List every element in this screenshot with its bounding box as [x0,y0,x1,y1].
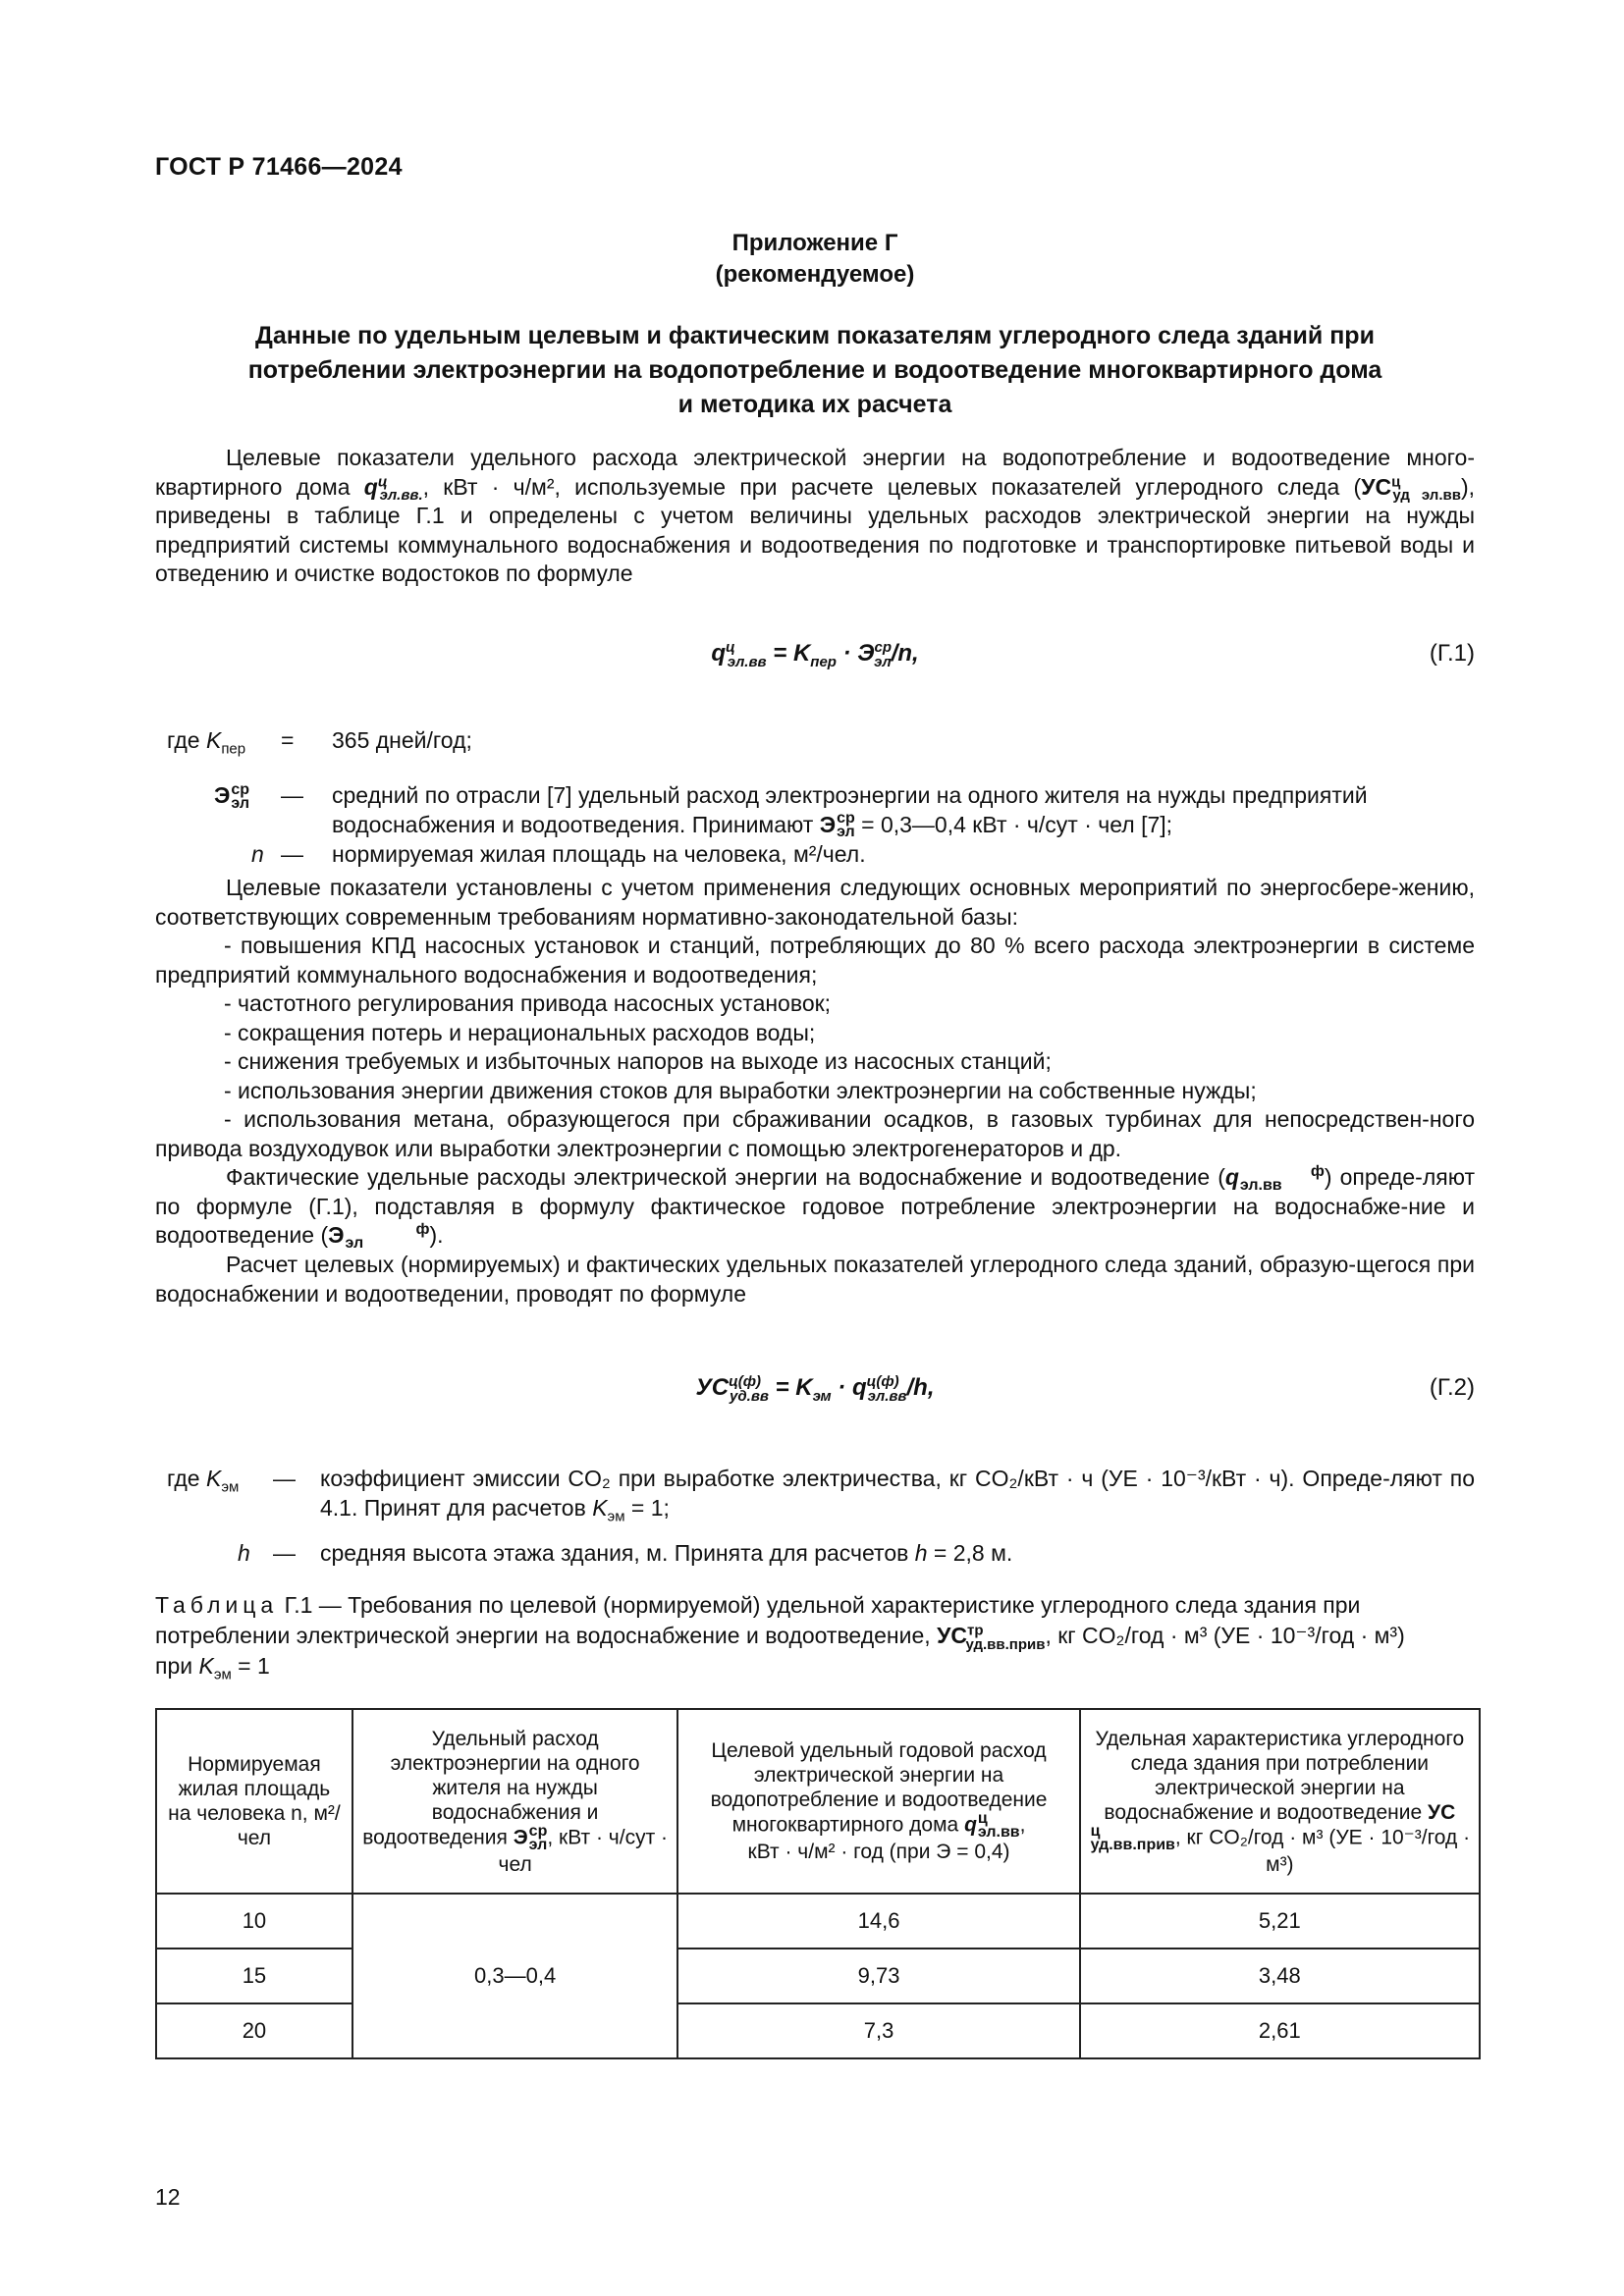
col-header-energy: Удельный расход электроэнергии на одного жителя на нужды водоснабжения и водоотведения Эср эл, кВт · ч/сут · чел [352,1709,678,1894]
table-header-row [156,1709,1480,1894]
list-item: - частотного регулирования привода насосных установок; [224,990,832,1016]
cell-target: 14,6 [677,1894,1079,1949]
document-header: ГОСТ Р 71466—2024 [155,153,403,181]
where2-k-dash: — [273,1466,296,1491]
formula-g2 [155,1374,1475,1414]
col-header-carbon: Удельная характеристика углеродного следа здания при потреблении электрической энергии на водоснабжение и водоотведение УСц уд.вв.прив, кг CO₂/год · м³ (УЕ · 10⁻³/год · м³) [1080,1709,1480,1894]
cell-target: 9,73 [677,1949,1079,2003]
where2-k-text: коэффициент эмиссии CO₂ при выработке электричества, кг CO₂/кВт · ч (УЕ · 10⁻³/кВт · ч). Опреде-ляют по 4.1. Принят для расчетов $K_{эм} = 1$; [320,1466,1475,1525]
where2-h-dash: — [273,1540,296,1566]
where1-e-symbol: Эср эл [214,780,250,812]
where2-k: где $K_{эм}$ [167,1466,240,1496]
measures-intro: Целевые показатели установлены с учетом применения следующих основных мероприятий по энергосбере-жению, соответствующих современным требованиям нормативно-законодательной базы: [155,875,1475,930]
formula-g1-number: (Г.1) [1429,640,1475,667]
actual-paragraph: Фактические удельные расходы электрической энергии на водоснабжение и водоотведение (q ф эл.вв ) опреде-ляют по формуле (Г.1), подставляя в формулу фактическое годовое потребление электроэнергии на водоснабже-ние и водоотведение (Э ф эл ). [155,1162,1475,1253]
list-item: - использования энергии движения стоков для выработки электроэнергии на собственные нужды; [224,1077,1257,1103]
measures-block [155,874,1475,1308]
where1-n-text: нормируемая жилая площадь на человека, м²/чел. [332,841,866,867]
col-header-target: Целевой удельный годовой расход электрической энергии на водопотребление и водоотведение многоквартирного дома qц эл.вв, кВт · ч/м² · год (при Э = 0,4) [677,1709,1079,1894]
intro-text-b: , кВт · ч/м², используемые при расчете целевых показателей углеродного следа ( [422,473,1362,500]
list-item: - снижения требуемых и избыточных напоров на выходе из насосных станций; [224,1048,1052,1074]
cell-area: 10 [156,1894,352,1949]
list-item: - использования метана, образующегося при сбраживании осадков, в газовых турбинах для непосредствен-ного привода воздуходувок или выработки электроэнергии с помощью электрогенераторов и др. [155,1106,1475,1161]
formula-g1 [155,640,1475,679]
title-line-1: Данные по удельным целевым и фактическим показателям углеродного следа зданий при [255,322,1375,349]
where1-e-text: средний по отрасли [7] удельный расход электроэнергии на одного жителя на нужды предприятий водоснабжения и водоотведения. Принимают Эср эл = 0,3—0,4 кВт · ч/сут · чел [7]; [332,782,1368,841]
cell-target: 7,3 [677,2003,1079,2058]
measures-list [155,932,1475,1163]
where1-n-symbol: n [251,841,264,867]
table-row [156,1894,1480,1949]
where1-e-dash: — [281,782,303,808]
calc-paragraph: Расчет целевых (нормируемых) и фактических удельных показателей углеродного следа зданий, образую-щегося при водоснабжении и водоотведении, проводят по формуле [155,1252,1475,1307]
where2-h-symbol: h [238,1540,250,1566]
symbol-us-target: $УС^ц_{уд эл.вв}$ [1361,472,1461,505]
data-table [155,1708,1481,2059]
title-line-2: потреблении электроэнергии на водопотребление и водоотведение многоквартирного дома [247,356,1382,384]
where1-n-dash: — [281,841,303,867]
annex-status: (рекомендуемое) [715,261,915,288]
cell-energy: 0,3—0,4 [352,1894,678,2058]
formula-g1-expression: $q^ц_{эл.вв} = K_{пер} \cdot Э^{ср}_{эл}/n$, [711,639,919,670]
table-caption: Таблица Г.1 — Требования по целевой (нормируемой) удельной характеристике углеродного следа здания при потреблении электрической энергии на водоснабжение и водоотведение, $УС^{тр}_{уд.вв.прив}$, кг CO₂/год · м³ (УЕ · 10⁻³/год · м³) при $K_{эм} = 1$ [155,1592,1405,1683]
intro-paragraph [155,444,1475,589]
annex-heading [155,228,1475,291]
cell-carbon: 3,48 [1080,1949,1480,2003]
where1-k: где $K_{пер}$ [167,727,246,758]
where1-k-value: 365 дней/год; [332,727,472,753]
cell-carbon: 2,61 [1080,2003,1480,2058]
formula-g2-number: (Г.2) [1429,1374,1475,1401]
list-item: - сокращения потерь и нерациональных расходов воды; [224,1019,816,1045]
symbol-q-target: $q^ц_{эл.вв.}$ [363,472,423,505]
annex-title [155,319,1475,422]
title-line-3: и методика их расчета [677,391,952,418]
intro-text-a: Целевые показатели удельного расхода электрической энергии на водопотребление и водоотведение много-квартирного дома [155,445,1475,500]
page-number: 12 [155,2184,181,2210]
where1-k-eq: = [281,727,295,753]
cell-area: 15 [156,1949,352,2003]
formula-g2-expression: $УС^{ц(ф)}_{уд.вв} = K_{эм} \cdot q^{ц(ф)}_{эл.вв}/h$, [695,1373,935,1405]
col-header-area: Нормируемая жилая площадь на человека n, м²/чел [156,1709,352,1894]
list-item: - повышения КПД насосных установок и станций, потребляющих до 80 % всего расхода электроэнергии в системе предприятий коммунального водоснабжения и водоотведения; [155,933,1475,988]
annex-label: Приложение Г [731,230,898,256]
where2-h-text: средняя высота этажа здания, м. Принята для расчетов h = 2,8 м. [320,1540,1013,1566]
cell-area: 20 [156,2003,352,2058]
intro-text-c: ), приведены в таблице Г.1 и определены с учетом величины удельных расходов электрической энергии на нужды предприятий системы коммунального водоснабжения и водоотведения по подготовке и транспортировке питьевой воды и отведению и очистке водостоков по формуле [155,473,1476,586]
cell-carbon: 5,21 [1080,1894,1480,1949]
